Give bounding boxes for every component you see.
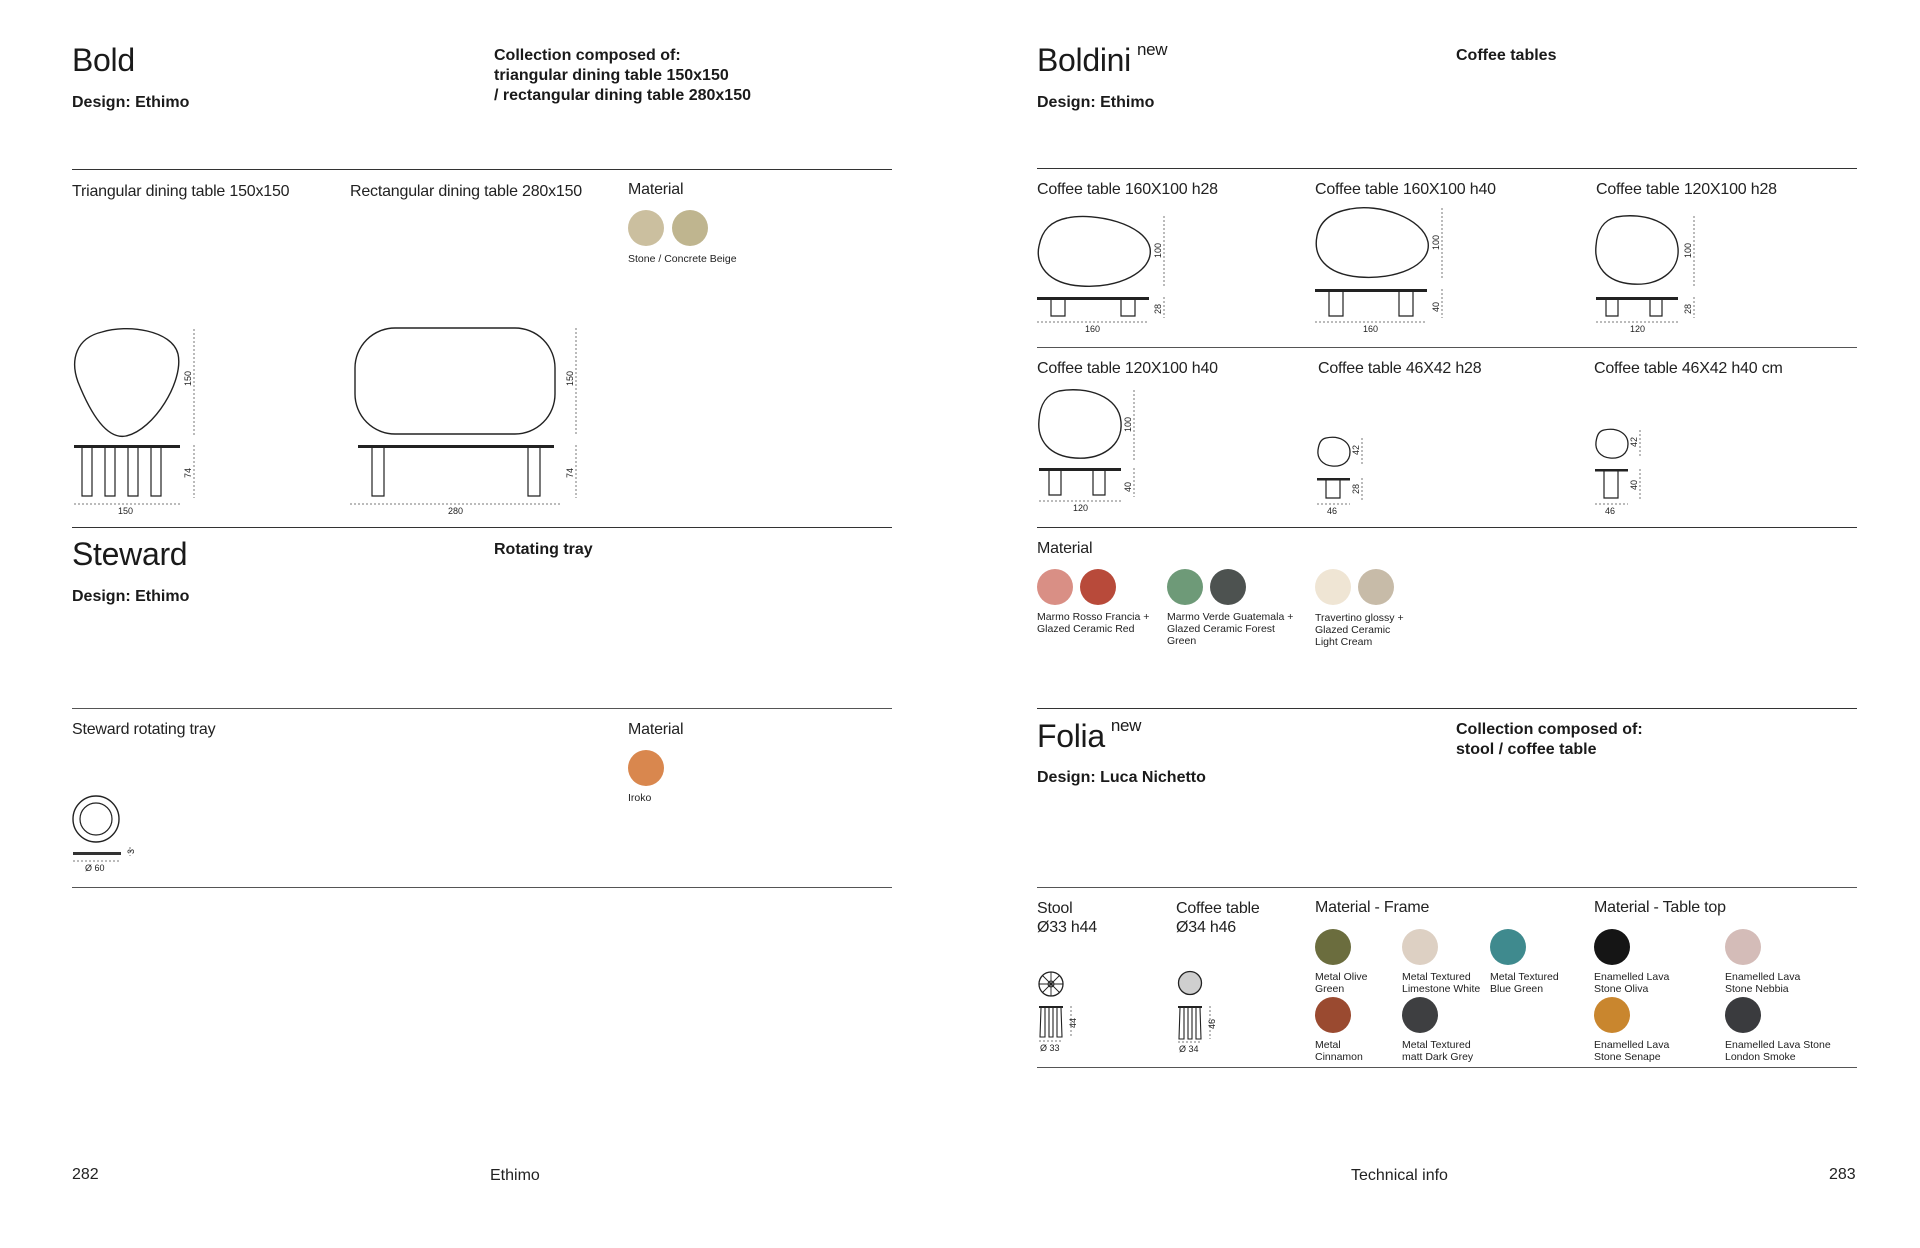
- coffee-table-dim-height: 40: [1123, 481, 1133, 492]
- rectangular-tabletop-side: [358, 445, 554, 448]
- frame-swatch-limestone-white: [1402, 929, 1438, 965]
- frame-swatch-caption: Metal Textured Blue Green: [1490, 971, 1559, 995]
- rectangular-table-label: Rectangular dining table 280x150: [350, 183, 582, 200]
- coffee-table-120-h40-drawing: [1037, 388, 1147, 518]
- material-swatch-marmo-rosso: [1037, 569, 1073, 605]
- triangular-top-view: [75, 329, 179, 437]
- section-divider: [1037, 347, 1857, 348]
- triangular-table-label: Triangular dining table 150x150: [72, 183, 290, 200]
- coffee-table-top-view: [1038, 216, 1150, 286]
- material-swatch-marmo-verde: [1167, 569, 1203, 605]
- coffee-table-top-view: [1039, 390, 1121, 458]
- triangular-dim-height: 74: [183, 467, 193, 478]
- coffee-table-legs: [1179, 1008, 1201, 1039]
- coffee-table-dim-height: 40: [1431, 301, 1441, 312]
- coffee-table-top-view: [1318, 437, 1350, 466]
- coffee-table-dim-height: 28: [1153, 303, 1163, 314]
- folia-collection-heading: Collection composed of:: [1456, 721, 1643, 738]
- coffee-table-dim-depth: 100: [1123, 416, 1133, 432]
- coffee-table-legs: [1604, 472, 1618, 499]
- rectangular-dim-width: 280: [448, 506, 464, 516]
- boldini-title: [1037, 42, 1167, 79]
- frame-swatch-olive-green: [1315, 929, 1351, 965]
- steward-tray-drawing: [72, 794, 152, 876]
- stool-dim-height: 44: [1068, 1017, 1078, 1028]
- bold-title: Bold: [72, 42, 135, 78]
- steward-dim-height: 3: [126, 848, 136, 854]
- section-divider: [72, 527, 892, 528]
- tabletop-swatch-caption: Enamelled Lava Stone Nebbia: [1725, 971, 1801, 995]
- footer-section: Technical info: [1351, 1167, 1448, 1184]
- triangular-dim-width: 150: [118, 506, 134, 516]
- material-swatch-iroko: [628, 750, 664, 786]
- triangular-legs: [82, 448, 161, 496]
- bold-collection: [494, 46, 751, 106]
- coffee-table-dim-height: 46: [1207, 1018, 1217, 1029]
- tabletop-swatch-nebbia: [1725, 929, 1761, 965]
- steward-dim-diameter: Ø 60: [85, 863, 105, 873]
- folia-coffee-table-drawing: [1176, 971, 1236, 1055]
- coffee-table-top-side: [1178, 1006, 1202, 1008]
- coffee-table-side-view: [1317, 478, 1350, 481]
- tabletop-swatch-caption: Enamelled Lava Stone London Smoke: [1725, 1039, 1831, 1063]
- coffee-table-legs: [1329, 292, 1413, 316]
- boldini-title-text: Boldini: [1037, 42, 1131, 78]
- section-divider: [72, 708, 892, 709]
- stool-seat-side: [1039, 1006, 1063, 1008]
- coffee-table-46-h40-drawing: [1594, 428, 1654, 518]
- coffee-table-120-h28-drawing: [1594, 214, 1704, 336]
- bold-material-caption: Stone / Concrete Beige: [628, 253, 737, 265]
- rectangular-dim-height: 74: [565, 467, 575, 478]
- coffee-table-dim-width: 160: [1363, 324, 1379, 334]
- section-divider: [1037, 1067, 1857, 1068]
- frame-swatch-blue-green: [1490, 929, 1526, 965]
- frame-swatch-caption: Metal Textured matt Dark Grey: [1402, 1039, 1474, 1063]
- coffee-table-legs: [1606, 300, 1662, 316]
- tabletop-swatch-caption: Enamelled Lava Stone Oliva: [1594, 971, 1670, 995]
- tray-inner-ring: [80, 803, 112, 835]
- coffee-table-dim-depth: 100: [1153, 242, 1163, 258]
- stool-dim-diameter: Ø 33: [1040, 1043, 1060, 1053]
- folia-coffee-table-label: [1176, 899, 1260, 937]
- material-swatch-ceramic-red: [1080, 569, 1116, 605]
- frame-swatch-caption: Metal Olive Green: [1315, 971, 1368, 995]
- bold-collection-line-2: / rectangular dining table 280x150: [494, 87, 751, 104]
- page-number-right: 283: [1829, 1166, 1856, 1183]
- coffee-table-top-view: [1179, 972, 1202, 995]
- folia-designer: Design: Luca Nichetto: [1037, 769, 1206, 786]
- coffee-table-label: Coffee table 120X100 h40: [1037, 360, 1218, 377]
- bold-designer: Design: Ethimo: [72, 94, 190, 111]
- section-divider: [72, 887, 892, 888]
- steward-title: Steward: [72, 536, 188, 572]
- coffee-table-side-view: [1596, 297, 1678, 300]
- section-divider: [1037, 527, 1857, 528]
- folia-title-text: Folia: [1037, 718, 1105, 754]
- coffee-table-legs: [1326, 481, 1340, 499]
- new-badge: new: [1136, 40, 1168, 59]
- coffee-table-size: Ø34 h46: [1176, 919, 1236, 936]
- coffee-table-dim-diameter: Ø 34: [1179, 1044, 1199, 1054]
- coffee-table-top-view: [1596, 216, 1678, 284]
- frame-swatch-dark-grey: [1402, 997, 1438, 1033]
- coffee-table-dim-depth: 100: [1431, 234, 1441, 250]
- stool-legs: [1040, 1008, 1062, 1037]
- coffee-table-dim-depth: 42: [1629, 436, 1639, 447]
- frame-swatch-caption: Metal Cinnamon: [1315, 1039, 1363, 1063]
- coffee-table-name: Coffee table: [1176, 900, 1260, 917]
- coffee-table-dim-width: 46: [1605, 506, 1616, 516]
- folia-frame-material-label: Material - Frame: [1315, 899, 1430, 916]
- folia-stool-label: [1037, 899, 1097, 937]
- steward-material-caption: Iroko: [628, 792, 652, 804]
- coffee-table-label: Coffee table 120X100 h28: [1596, 181, 1777, 198]
- coffee-table-dim-width: 46: [1327, 506, 1338, 516]
- folia-tabletop-material-label: Material - Table top: [1594, 899, 1726, 916]
- tabletop-swatch-senape: [1594, 997, 1630, 1033]
- coffee-table-dim-height: 28: [1683, 303, 1693, 314]
- folia-title: [1037, 718, 1141, 755]
- coffee-table-dim-width: 160: [1085, 324, 1101, 334]
- folia-stool-drawing: [1037, 971, 1097, 1055]
- triangular-dim-depth: 150: [183, 370, 193, 386]
- rectangular-table-drawing: [350, 326, 590, 516]
- steward-material-label: Material: [628, 721, 684, 738]
- coffee-table-legs: [1049, 471, 1105, 495]
- coffee-table-dim-depth: 42: [1351, 444, 1361, 455]
- page-number-left: 282: [72, 1166, 99, 1183]
- coffee-table-46-h28-drawing: [1316, 436, 1376, 518]
- coffee-table-label: Coffee table 46X42 h40 cm: [1594, 360, 1783, 377]
- coffee-table-label: Coffee table 160X100 h28: [1037, 181, 1218, 198]
- tabletop-swatch-caption: Enamelled Lava Stone Senape: [1594, 1039, 1670, 1063]
- section-divider: [1037, 887, 1857, 888]
- coffee-table-top-view: [1596, 429, 1628, 458]
- material-swatch-stone-1: [628, 210, 664, 246]
- coffee-table-top-view: [1316, 208, 1428, 278]
- coffee-table-dim-width: 120: [1630, 324, 1646, 334]
- coffee-table-side-view: [1595, 469, 1628, 472]
- bold-material-label: Material: [628, 181, 684, 198]
- coffee-table-160-h28-drawing: [1037, 214, 1177, 336]
- stool-leaf-pattern: [1039, 972, 1063, 996]
- boldini-material-caption: Travertino glossy + Glazed Ceramic Light Cream: [1315, 612, 1404, 648]
- frame-swatch-cinnamon: [1315, 997, 1351, 1033]
- rectangular-legs: [372, 448, 540, 496]
- coffee-table-160-h40-drawing: [1315, 206, 1455, 336]
- footer-brand: Ethimo: [490, 1167, 540, 1184]
- rectangular-dim-depth: 150: [565, 370, 575, 386]
- material-swatch-travertino: [1315, 569, 1351, 605]
- material-swatch-ceramic-forest-green: [1210, 569, 1246, 605]
- folia-collection-line-1: stool / coffee table: [1456, 741, 1597, 758]
- coffee-table-dim-depth: 100: [1683, 242, 1693, 258]
- section-divider: [1037, 708, 1857, 709]
- coffee-table-label: Coffee table 160X100 h40: [1315, 181, 1496, 198]
- coffee-table-side-view: [1037, 297, 1149, 300]
- coffee-table-dim-height: 40: [1629, 479, 1639, 490]
- bold-collection-heading: Collection composed of:: [494, 47, 681, 64]
- stool-size: Ø33 h44: [1037, 919, 1097, 936]
- boldini-material-caption: Marmo Verde Guatemala + Glazed Ceramic Forest Green: [1167, 611, 1294, 647]
- boldini-material-label: Material: [1037, 540, 1093, 557]
- coffee-table-legs: [1051, 300, 1135, 316]
- stool-name: Stool: [1037, 900, 1073, 917]
- coffee-table-side-view: [1315, 289, 1427, 292]
- section-divider: [72, 169, 892, 170]
- folia-collection: [1456, 720, 1643, 760]
- material-swatch-stone-2: [672, 210, 708, 246]
- triangular-tabletop-side: [74, 445, 180, 448]
- coffee-table-label: Coffee table 46X42 h28: [1318, 360, 1482, 377]
- bold-collection-line-1: triangular dining table 150x150: [494, 67, 729, 84]
- coffee-table-side-view: [1039, 468, 1121, 471]
- new-badge: new: [1110, 716, 1142, 735]
- tray-side-view: [73, 852, 121, 855]
- material-swatch-ceramic-light-cream: [1358, 569, 1394, 605]
- frame-swatch-caption: Metal Textured Limestone White: [1402, 971, 1481, 995]
- section-divider: [1037, 168, 1857, 169]
- rectangular-top-view: [355, 328, 555, 434]
- boldini-designer: Design: Ethimo: [1037, 94, 1155, 111]
- tabletop-swatch-oliva: [1594, 929, 1630, 965]
- boldini-subtitle: Coffee tables: [1456, 47, 1557, 64]
- coffee-table-dim-width: 120: [1073, 503, 1089, 513]
- boldini-material-caption: Marmo Rosso Francia + Glazed Ceramic Red: [1037, 611, 1150, 635]
- steward-subtitle: Rotating tray: [494, 541, 593, 558]
- steward-designer: Design: Ethimo: [72, 588, 190, 605]
- tabletop-swatch-london-smoke: [1725, 997, 1761, 1033]
- steward-tray-label: Steward rotating tray: [72, 721, 216, 738]
- triangular-table-drawing: [72, 326, 202, 516]
- coffee-table-dim-height: 28: [1351, 483, 1361, 494]
